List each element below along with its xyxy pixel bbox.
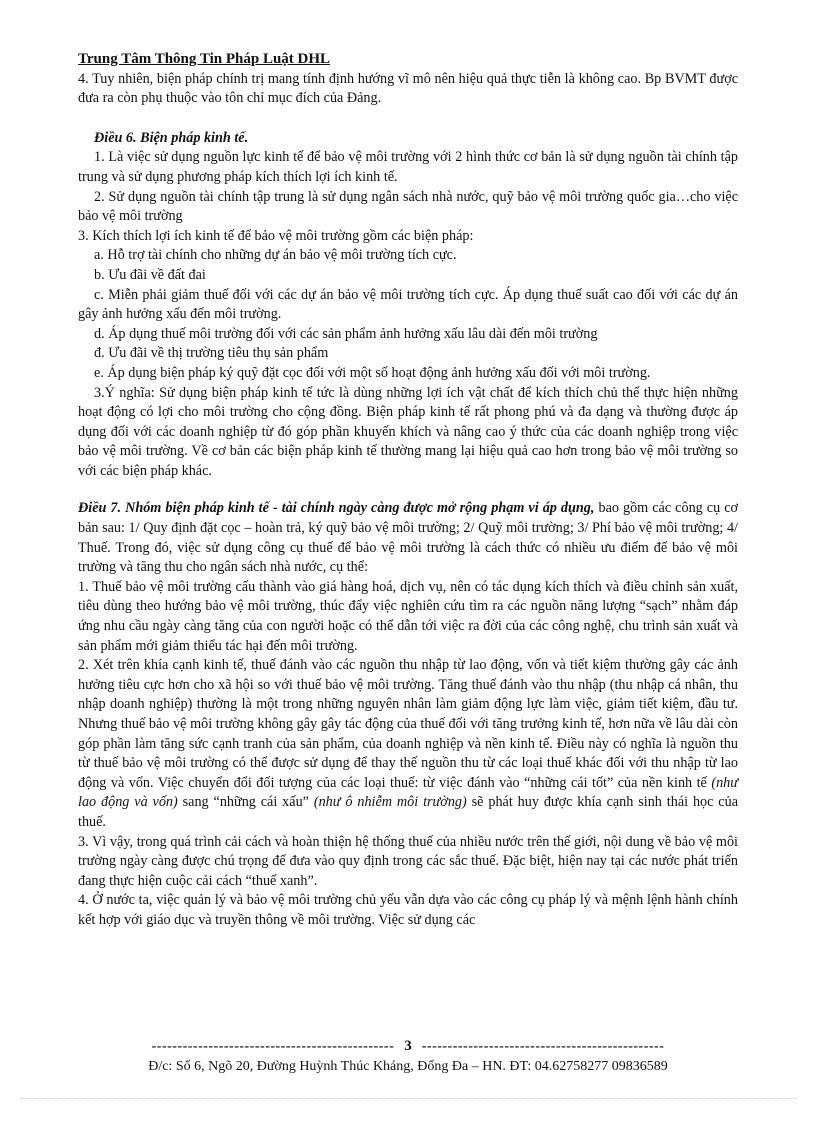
article-7-para-2-italic-1: (như lao động và vốn): [78, 774, 738, 811]
article-6-item-d: d. Áp dụng thuế môi trường đối với các sản phẩm ảnh hưởng xấu lâu dài đến môi trường: [94, 325, 598, 342]
footer-dashes-left: -----------------------------------------------: [151, 1038, 395, 1054]
article-7-para-3: 3. Vì vậy, trong quá trình cải cách và hoàn thiện hệ thống thuế của nhiều nước trên thế giới, nội dung về bảo vệ môi trường ngày càng được chú trọng để đưa vào quy định trong các sắc thuế. Đặc biệt, hiện nay tại các nước phát triển đang thực hiện cuộc cải cách “thuế xanh”.: [78, 833, 738, 889]
article-6-item-e: e. Áp dụng biện pháp ký quỹ đặt cọc đối với một số hoạt động ảnh hưởng xấu đối với môi trường.: [94, 364, 651, 381]
footer-address: Đ/c: Số 6, Ngõ 20, Đường Huỳnh Thúc Kháng, Đống Đa – HN. ĐT: 04.62758277 09836589: [148, 1059, 668, 1074]
page-bottom-divider: [20, 1098, 796, 1099]
paragraph-4-conclusion: 4. Tuy nhiên, biện pháp chính trị mang tính định hướng vĩ mô nên hiệu quả thực tiễn là không cao. Bp BVMT được đưa ra còn phụ thuộc vào tôn chỉ mục đích của Đảng.: [78, 70, 738, 107]
page-footer: [78, 1038, 738, 1075]
article-7-para-2-text-b: sang “những cái xấu”: [177, 794, 314, 811]
article-7-para-4: 4. Ở nước ta, việc quản lý và bảo vệ môi trường chủ yếu vẫn dựa vào các công cụ pháp lý và mệnh lệnh hành chính kết hợp với giáo dục và truyền thông về môi trường. Việc sử dụng các: [78, 892, 738, 928]
article-6-item-dd: đ. Ưu đãi về thị trường tiêu thụ sản phẩm: [94, 345, 329, 362]
footer-rule: [78, 1038, 738, 1055]
article-7-intro-text: bao gồm các công cụ cơ bản sau: 1/ Quy định đặt cọc – hoàn trả, ký quỹ bảo vệ môi trường; 2/ Quỹ môi trường; 3/ Phí bảo vệ môi trường; 4/ Thuế. Trong đó, việc sử dụng công cụ thuế để bảo vệ môi trường là cách thức có nhiều ưu điểm để bảo vệ môi trường và tăng thu cho ngân sách nhà nước, cụ thể:: [78, 500, 739, 576]
article-7-intro: [78, 499, 738, 577]
page-number: 3: [404, 1038, 412, 1054]
article-7-para-2-text-a: 2. Xét trên khía cạnh kinh tế, thuế đánh vào các nguồn thu nhập từ lao động, vốn và tiết kiệm thường gây các ảnh hưởng tiêu cực hơn cho xã hội so với thuế bảo vệ môi trường. Tăng thuế đánh vào thu nhập (thu nhập cá nhân, thu nhập doanh nghiệp) thường là một trong những nguyên nhân làm giảm động lực làm việc, giảm tiết kiệm, đầu tư. Nhưng thuế bảo vệ môi trường không gây gây tác động của thuế đối với tăng trưởng kinh tế, hơn nữa về lâu dài còn góp phần làm tăng sức cạnh tranh của sản phẩm, của doanh nghiệp và nền kinh tế. Điều này có nghĩa là nguồn thu từ thuế bảo vệ môi trường có thể được sử dụng để thay thế nguồn thu từ các loại thuế khác đối với thu nhập từ lao động và vốn. Việc chuyển đổi đối tượng của các loại thuế: từ việc đánh vào “những cái tốt” của nền kinh tế: [78, 657, 738, 791]
article-6-heading: Điều 6. Biện pháp kinh tế.: [94, 129, 249, 146]
article-6-para-3: 3. Kích thích lợi ích kinh tế để bảo vệ môi trường gồm các biện pháp:: [78, 227, 474, 244]
article-7-heading: Điều 7. Nhóm biện pháp kinh tế - tài chính ngày càng được mở rộng phạm vi áp dụng,: [78, 500, 595, 517]
article-7-para-1: 1. Thuế bảo vệ môi trường cấu thành vào giá hàng hoá, dịch vụ, nên có tác dụng kích thích và điều chỉnh sản xuất, tiêu dùng theo hướng bảo vệ môi trường, thúc đẩy việc nghiên cứu tìm ra các nguồn năng lượng “sạch” nhằm đáp ứng nhu cầu ngày càng tăng của con người hoặc có thể dẫn tới việc ra đời của các công nghệ, chu trình sản xuất và sản phẩm mới giảm thiểu tác hại đến môi trường.: [78, 578, 738, 654]
article-7-para-2: [78, 656, 738, 832]
article-7-para-2-italic-2: (như ô nhiễm môi trường): [313, 794, 467, 811]
article-6-item-c: c. Miễn phải giảm thuế đối với các dự án bảo vệ môi trường tích cực. Áp dụng thuế suất cao đối với các dự án gây ảnh hưởng xấu đến môi trường.: [78, 286, 738, 323]
article-7-para-2-text-c: sẽ phát huy được khía cạnh sinh thái học của thuế.: [78, 794, 738, 830]
article-6-significance: 3.Ý nghĩa: Sử dụng biện pháp kinh tế tức là dùng những lợi ích vật chất để kích thích chủ thể thực hiện những hoạt động có lợi cho môi trường cho cộng đồng. Biện pháp kinh tế rất phong phú và đa dạng và thường được áp dụng đối với các doanh nghiệp từ đó góp phần khuyến khích và nâng cao ý thức của các doanh nghiệp trong việc bảo vệ môi trường. Về cơ bản các biện pháp kinh tế thường mang lại hiệu quả cao hơn trong bảo vệ môi trường so với các biện pháp khác.: [78, 384, 738, 479]
article-6-item-a: a. Hỗ trợ tài chính cho những dự án bảo vệ môi trường tích cực.: [94, 247, 457, 264]
footer-dashes-right: -----------------------------------------------: [421, 1038, 665, 1054]
article-6-para-1: 1. Là việc sử dụng nguồn lực kinh tế để bảo vệ môi trường với 2 hình thức cơ bản là sử dụng nguồn tài chính tập trung và sử dụng phương pháp kích thích lợi ích kinh tế.: [78, 149, 738, 185]
article-6-para-2: 2. Sử dụng nguồn tài chính tập trung là sử dụng ngân sách nhà nước, quỹ bảo vệ môi trường quốc gia…cho việc bảo vệ môi trường: [78, 188, 738, 225]
article-6-item-b: b. Ưu đãi về đất đai: [94, 266, 206, 283]
document-page: [78, 50, 738, 931]
document-header: Trung Tâm Thông Tin Pháp Luật DHL: [78, 51, 331, 67]
